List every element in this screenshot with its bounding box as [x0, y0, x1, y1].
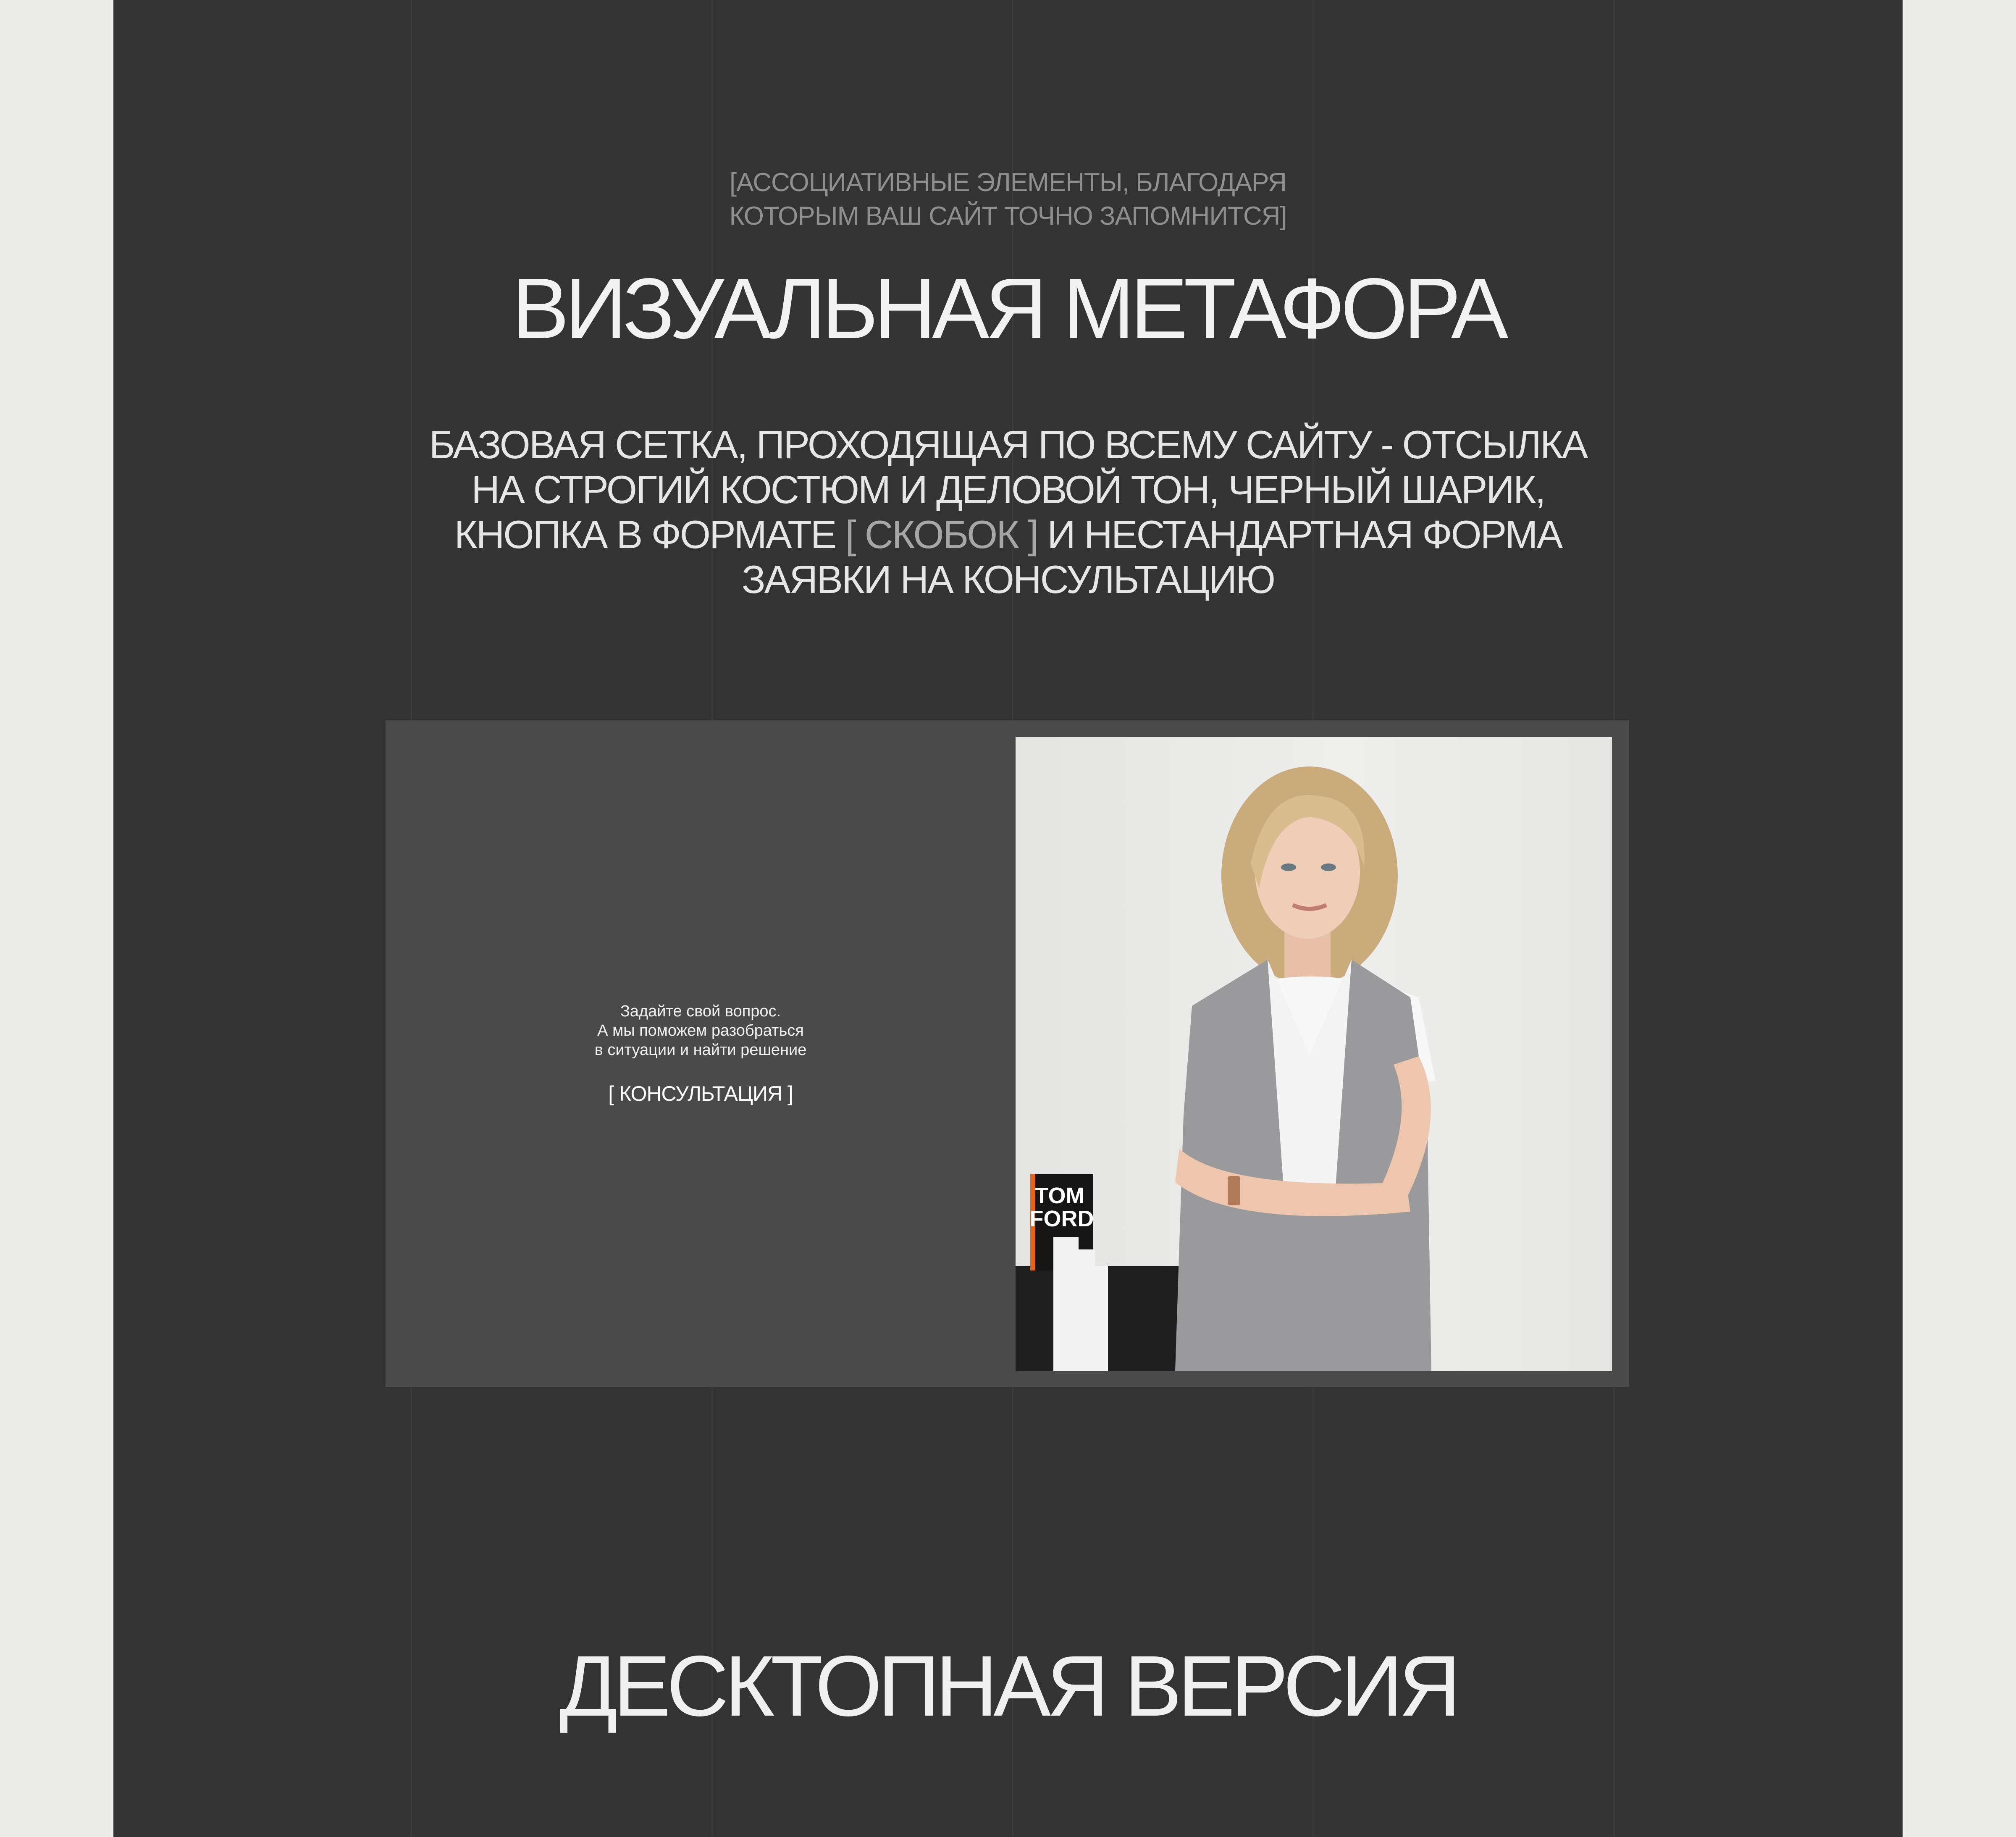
- section-description: [113, 422, 1903, 602]
- portrait-illustration: [1016, 737, 1612, 1371]
- eyebrow-line: [АССОЦИАТИВНЫЕ ЭЛЕМЕНТЫ, БЛАГОДАРЯ: [730, 168, 1286, 197]
- prompt-line: в ситуации и найти решение: [594, 1041, 807, 1059]
- watch: [1228, 1176, 1240, 1205]
- description-line: ЗАЯВКИ НА КОНСУЛЬТАЦИЮ: [741, 557, 1275, 601]
- consultant-photo: [1016, 737, 1612, 1371]
- book-brand: TOM: [1034, 1183, 1085, 1208]
- description-text: И НЕСТАНДАРТНАЯ ФОРМА: [1047, 512, 1562, 556]
- consultation-button[interactable]: [ КОНСУЛЬТАЦИЯ ]: [608, 1082, 793, 1105]
- eyebrow-line: КОТОРЫМ ВАШ САЙТ ТОЧНО ЗАПОМНИТСЯ]: [729, 202, 1287, 231]
- description-line: НА СТРОГИЙ КОСТЮМ И ДЕЛОВОЙ ТОН, ЧЕРНЫЙ ШАРИК,: [471, 467, 1545, 512]
- description-highlight: [ СКОБОК ]: [845, 512, 1038, 556]
- section-eyebrow: [113, 166, 1903, 233]
- description-line: [113, 512, 1903, 557]
- eye: [1281, 863, 1296, 871]
- desktop-mockup: [386, 720, 1629, 1387]
- presentation-slide: [113, 0, 1903, 1837]
- version-title: ДЕСКТОПНАЯ ВЕРСИЯ: [559, 1638, 1457, 1734]
- description-text: КНОПКА В ФОРМАТЕ: [454, 512, 836, 556]
- decor-sculpture: [1053, 1237, 1108, 1371]
- description-line: БАЗОВАЯ СЕТКА, ПРОХОДЯЩАЯ ПО ВСЕМУ САЙТУ - ОТСЫЛКА: [429, 423, 1587, 467]
- book-brand: FORD: [1029, 1206, 1094, 1231]
- section-title: ВИЗУАЛЬНАЯ МЕТАФОРА: [512, 260, 1504, 357]
- eye: [1321, 863, 1336, 871]
- consultation-prompt: [512, 1002, 890, 1060]
- prompt-line: Задайте свой вопрос.: [620, 1002, 781, 1020]
- prompt-line: А мы поможем разобраться: [597, 1022, 804, 1039]
